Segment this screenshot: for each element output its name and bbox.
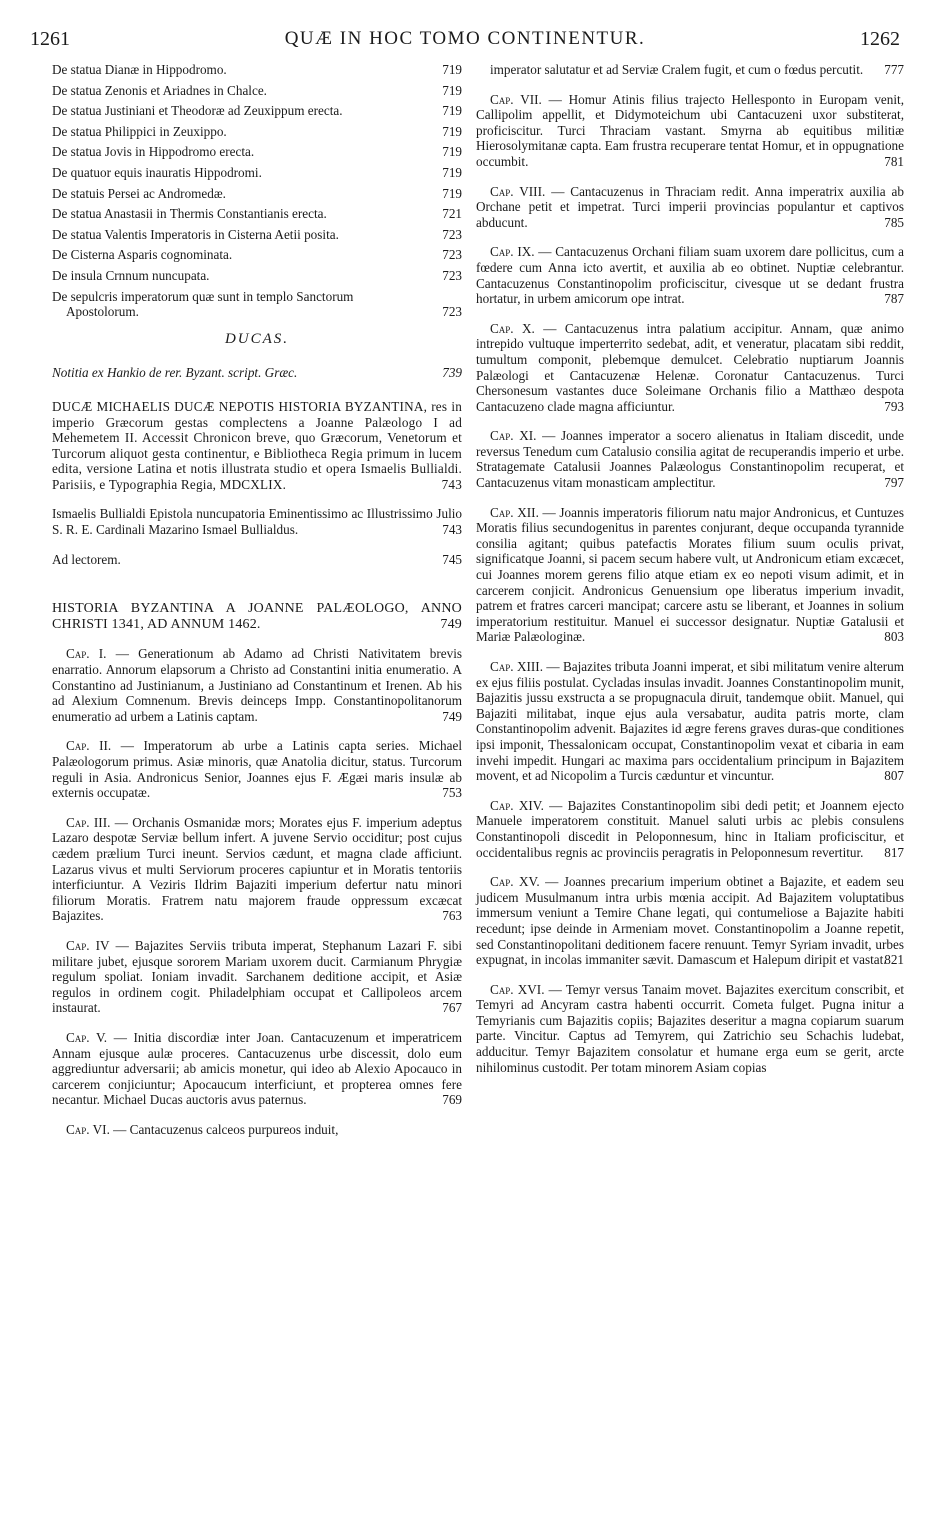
toc-entry — [52, 227, 462, 243]
toc-entry-text: De insula Crnnum nuncupata. — [52, 267, 210, 283]
chapter-summary: — Cantacuzenus Orchani filiam suam uxorem dare pollicitus, cum a fœdere cum Anna icto avertit, et auxilia ab eo obtinet. Nuptiæ celebrantur. Cantacuzenus Constantinopolim proficiscitur, civesque ut se dedant frustra hortatur, in urbem amicorum ope intrat. — [476, 244, 904, 307]
toc-entry-text: De quatuor equis inauratis Hippodromi. — [52, 164, 262, 180]
epistola-entry — [52, 506, 462, 537]
toc-entry — [52, 144, 462, 160]
chapter-summary: — Bajazites tributa Joanni imperat, et sibi militatum venire alterum ex ejus filiis postulat. Cycladas insulas invadit. Joannes Constantinopolim munit, Bajazitis jussu exstructa a se propugnacula diruit, tandemque obiit. Manuel, qui Bajaziti militabat, inque ejus aula versabatur, audita patris morte, clam Constantinopolim advenit. Bajazites id ægre ferens graves duras-que conditiones ipsi imponit, Thessalonicam occupat, Constantinopolim vexat et cibaria in eam invehi impedit. Hungari ac maxima pars occidentalium principum in Bajazitem movent, et ad Nicopolim a Turcis cæduntur et vincuntur. — [476, 659, 905, 784]
historia-heading-page: 749 — [440, 616, 462, 632]
chapter-page: 777 — [884, 62, 904, 77]
toc-entry-text: De statua Philippici in Zeuxippo. — [52, 123, 227, 139]
toc-entry-text: De statua Valentis Imperatoris in Cisterna Aetii posita. — [52, 226, 339, 242]
chapter-label: Cap. VI. — [66, 1121, 110, 1137]
chapter-page: 749 — [442, 708, 462, 724]
toc-entry-text: De statua Zenonis et Ariadnes in Chalce. — [52, 82, 267, 98]
ad-lectorem-text: Ad lectorem. — [52, 551, 121, 567]
chapter-label: Cap. XVI. — [490, 981, 545, 997]
chapter-label: Cap. X. — [490, 320, 535, 336]
chapter-summary: — Joannes precarium imperium obtinet a Bajazite, et eadem seu judicem Musulmanum intra urbis mœnia accipit. Ad Bajazitem voluptatibus immersum veniunt a Temire Chane legati, qui contumeliose a Bajazite habiti recedunt; ipse deinde in Armeniam movet. Constantinopolim a Joanne repetit, sed Constantinopolitani deditionem facere renuunt. Temyr Syriam invadit, urbes expugnat, in incolas immaniter sævit. Damascum et Halepum diripit et vastat. — [476, 874, 905, 968]
running-header — [30, 28, 900, 58]
chapter-page: 797 — [884, 475, 904, 491]
chapter-page: 769 — [442, 1092, 462, 1108]
chapter-label: Cap. VIII. — [490, 183, 546, 199]
toc-entry — [52, 289, 462, 320]
chapter-summary: — Joannes imperator a socero alienatus in Italiam discedit, unde reversus Tenedum cum Catalusio consilia agitat de recuperandis imperio et urbe. Stratagemate Catalusii Joannes Palæologus Constantinopolim recuperat, et Cantacuzenus vitam monasticam amplectitur. — [476, 428, 905, 491]
chapter-entry — [476, 982, 904, 1076]
notitia-entry — [52, 365, 462, 381]
toc-entry — [52, 62, 462, 78]
chapter-label: Cap. XII. — [490, 504, 539, 520]
section-title: DUCAS. — [224, 330, 290, 347]
toc-entry-text: De statua Justiniani et Theodoræ ad Zeuxippum erecta. — [52, 103, 343, 119]
toc-entry — [52, 247, 462, 263]
chapter-summary: — Cantacuzenus intra palatium accipitur. Annam, quæ animo intrepido vultuque imperterrito sedebat, adit, et veneratur, placatam sibi reddit, tumultum componit, plebemque demulcet. Celebratio nuptiarum Joannis Palæologi et Cantacuzenæ Helenæ. Coronatur Cantacuzenus. Turci Chersonesum vastantes duce Soleimane Orchanis filio a Matthæo despota Cantacuzeno clade magna afficiuntur. — [476, 320, 904, 414]
ad-lectorem-page: 745 — [442, 551, 462, 567]
chapter-entry — [52, 1030, 462, 1108]
toc-entry-page: 719 — [442, 164, 462, 180]
chapter-entry — [476, 798, 904, 860]
toc-entry-page: 723 — [442, 226, 462, 242]
notitia-page: 739 — [442, 365, 462, 381]
notitia-text: Notitia ex Hankio de rer. Byzant. script. Græc. — [52, 365, 298, 381]
historia-heading — [52, 601, 462, 632]
chapter-page: 807 — [884, 768, 904, 784]
chapter-summary: — Homur Atinis filius trajecto Hellesponto in Europam venit, Callipolim appellit, et Didymoteichum ubi Cantacuzeni uxor substiterat, proficiscitur. Turci Thraciam vastant. Smyrna ab equitibus militiæ Hierosolymitanæ capta. Eam frustra recuperare tentat Homur, et in oppugnatione occumbit. — [476, 91, 905, 169]
running-title: QUÆ IN HOC TOMO CONTINENTUR. — [284, 28, 646, 49]
toc-entry-text: De Cisterna Asparis cognominata. — [52, 247, 233, 263]
chapter-entry — [52, 738, 462, 800]
toc-entry-text: De statua Jovis in Hippodromo erecta. — [52, 144, 255, 160]
left-column — [52, 62, 462, 1151]
page-number-right: 1262 — [860, 28, 900, 50]
toc-entry-text: De statua Anastasii in Thermis Constantianis erecta. — [52, 206, 327, 222]
chapter-label: Cap. XIV. — [490, 797, 544, 813]
toc-entry-page: 721 — [442, 206, 462, 222]
chapter-summary: — Temyr versus Tanaim movet. Bajazites exercitum conscribit, et Temyri ad Ancyram castra habenti occurrit. Cometa fulget. Pugna initur a Temyrianis cum Bajazitis copiis; Bajazites deseritur a magna copiarum suarum parte. Vincitur. Captus ad Temyrem, qui Zatrichio seu Schachis ludebat, adducitur. Temyr Bajazitem consolatur et humane erga eum se gerit, arcte nihilominus custodit. Per totam minorem Asiam copias — [476, 981, 904, 1075]
chapter-label: Cap. IV — [66, 937, 110, 953]
historia-intro-page: 743 — [441, 476, 462, 492]
chapter-entry — [476, 659, 904, 784]
chapter-list-right — [476, 62, 904, 1075]
chapter-summary: — Imperatorum ab urbe a Latinis capta series. Michael Palæologorum primus. Asiæ minoris, quæ Anatolia dicitur, status. Turcorum reguli in Asia. Andronicus Senior, Joannes ejus F. Ægæi maris insulæ ab externis occupatæ. — [52, 738, 462, 801]
chapter-page: 787 — [884, 291, 904, 307]
chapter-summary: — Initia discordiæ inter Joan. Cantacuzenum et imperatricem Annam ejusque aulæ proceres. Cantacuzenus urbe discessit, dolo eum aggrediuntur adversarii; ab amicis monetur, qui ideo ab Alexio Apocauco in carcerem conjiciuntur; Apocaucum interficiunt, et propterea omnes fere necantur. Michael Ducas auctoris avus paternus. — [52, 1029, 463, 1108]
chapter-page: 793 — [884, 398, 904, 414]
chapter-entry — [476, 92, 904, 170]
chapter-label: Cap. XI. — [490, 428, 537, 444]
chapter-summary: — Cantacuzenus calceos purpureos induit, — [113, 1121, 339, 1137]
toc-entry — [52, 186, 462, 202]
chapter-summary: — Joannis imperatoris filiorum natu major Andronicus, et Cuntuzes Moratis filius secundogenitus in parentes conjurant, deque occupanda tyrannide consilia agitant; quibus patefactis Morates filium suum oculis privat, significatque Joanni, si pacem secum habere vult, ut Andronicum etiam excæcet, cui Joannes morem gerens filio atque etiam ex eo nepoti visum adimit, et in carcerem conjicit. Andronicus Genuensium ope liberatus imperium invadit, patrem et fratres carceri mancipat; carcere astu se liberant, et Joannes in solium imperatorium restituitur. Manuel ei successor designatur. Nuptiæ Gatalusii et Mariæ Palæologinæ. — [476, 504, 905, 645]
chapter-page: 767 — [442, 1000, 462, 1016]
chapter-entry — [476, 244, 904, 306]
epistola-text: Ismaelis Bullialdi Epistola nuncupatoria Eminentissimo ac Illustrissimo Julio S. R. E. Cardinali Mazarino Ismael Bullialdus. — [52, 506, 462, 538]
toc-entry-page: 719 — [442, 144, 462, 160]
chapter-label: Cap. V. — [66, 1029, 108, 1045]
toc-entry-page: 719 — [442, 82, 462, 98]
right-column — [476, 62, 904, 1089]
chapter-page: 817 — [884, 844, 904, 860]
toc-entry-text: De statua Dianæ in Hippodromo. — [52, 62, 227, 77]
chapter-page: 785 — [884, 214, 904, 230]
page-number-left: 1261 — [30, 28, 70, 50]
toc-entry-page: 719 — [442, 123, 462, 139]
chapter-entry — [52, 646, 462, 724]
toc-entry-page: 723 — [442, 247, 462, 263]
chapter-summary: — Bajazites Serviis tributa imperat, Stephanum Lazari F. sibi militare jubet, ejusque sororem Mariam uxorem ducit. Carmianum Phrygiæ regulum spoliat. Ioniam invadit. Sarchanem deditione accipit, et Asiæ regulos in ordinem cogit. Philadelphiam occupat et Callipoleos arcem instaurat. — [52, 937, 463, 1016]
toc-entry-page: 723 — [442, 304, 462, 320]
toc-entry — [52, 206, 462, 222]
chapter-page: 821 — [884, 952, 904, 968]
toc-entry — [52, 165, 462, 181]
chapter-entry — [476, 505, 904, 645]
chapter-page: 753 — [442, 785, 462, 801]
toc-entry — [52, 83, 462, 99]
historia-intro-text: DUCÆ MICHAELIS DUCÆ NEPOTIS HISTORIA BYZANTINA, res in imperio Græcorum gestas complectens a Joanne Palæologo I ad Mehemetem II. Accessit Chronicon breve, quo Græcorum, Venetorum et Turcorum aliquot gesta continentur, e Bibliotheca Regia primum in lucem edita, versione Latina et notis illustrata studio et opera Ismaelis Bullialdi. Parisiis, e Typographia Regia, MDCXLIX. — [52, 398, 462, 492]
toc-entry — [52, 103, 462, 119]
toc-entry-text: De sepulcris imperatorum quæ sunt in templo Sanctorum Apostolorum. — [52, 288, 354, 320]
toc-entry-text: De statuis Persei ac Andromedæ. — [52, 185, 226, 201]
chapter-entry — [476, 428, 904, 490]
chapter-label: Cap. II. — [66, 738, 112, 754]
chapter-entry — [476, 184, 904, 231]
chapter-label: Cap. IX. — [490, 244, 535, 260]
chapter-entry — [52, 1122, 462, 1138]
toc-entry-page: 719 — [442, 103, 462, 119]
chapter-list-left — [52, 646, 462, 1137]
chapter-summary: — Cantacuzenus in Thraciam redit. Anna imperatrix auxilia ab Orchane petit et impetrat. Turci imperii provincias populantur et captivos abducunt. — [476, 183, 904, 230]
chapter-summary: — Generationum ab Adamo ad Christi Nativitatem brevis enarratio. Annorum elapsorum a Christo ad Constantini initia enumeratio. A Constantino ad Justinianum, a Justiniano ad Constantinum et Irenen. Ab his ad Alexium Comnenum. Brevis deinceps Impp. Constantinopolitanorum enumeratio ad urbem a Latinis captam. — [52, 646, 463, 724]
historia-heading-text: HISTORIA BYZANTINA A JOANNE PALÆOLOGO, ANNO CHRISTI 1341, AD ANNUM 1462. — [52, 601, 462, 632]
chapter-entry — [52, 938, 462, 1016]
chapter-summary: imperator salutatur et ad Serviæ Cralem fugit, et cum o fœdus percutit. — [490, 62, 864, 77]
ad-lectorem-entry — [52, 552, 462, 568]
chapter-page: 781 — [884, 153, 904, 169]
chapter-label: Cap. III. — [66, 814, 111, 830]
toc-entry — [52, 268, 462, 284]
epistola-page: 743 — [442, 522, 462, 538]
toc-entry-page: 719 — [442, 62, 462, 77]
chapter-label: Cap. XV. — [490, 874, 540, 890]
chapter-entry — [476, 62, 904, 78]
chapter-page: 763 — [442, 908, 462, 924]
chapter-summary: — Orchanis Osmanidæ mors; Morates ejus F. imperium adeptus Lazaro despotæ Serviæ bellum infert. A juvene Servio occiditur; post cujus cædem prælium Turci ineunt. Servios cædunt, et magna clade afficiunt. Lazarus vivus et multi Serviorum proceres capiuntur et in Moratis tentoriis interficiuntur. A Veziris Ildrim Bajaziti imperium defertur natu minori filiorum Moratis. Fratrem natu majorem fraude oppressum excæcat Bajazites. — [52, 814, 463, 924]
chapter-label: Cap. XIII. — [490, 659, 543, 674]
chapter-entry — [52, 815, 462, 924]
chapter-summary: — Bajazites Constantinopolim sibi dedi petit; et Joannem ejecto Manuele imperatorem constituit. Manuel saluti urbis ac plebis consulens Constantinopoli discedit in Peloponnesum, hinc in Italiam proficiscitur, et occidentalibus regnis ac provinciis peragratis in Peloponnesum revertitur. — [476, 797, 904, 860]
toc-entry-page: 723 — [442, 267, 462, 283]
chapter-label: Cap. I. — [66, 646, 107, 662]
toc-entry-page: 719 — [442, 185, 462, 201]
toc-list — [52, 62, 462, 320]
chapter-page: 803 — [884, 629, 904, 645]
chapter-label: Cap. VII. — [490, 91, 542, 107]
chapter-entry — [476, 321, 904, 415]
toc-entry — [52, 124, 462, 140]
chapter-entry — [476, 874, 904, 968]
historia-intro — [52, 399, 462, 493]
